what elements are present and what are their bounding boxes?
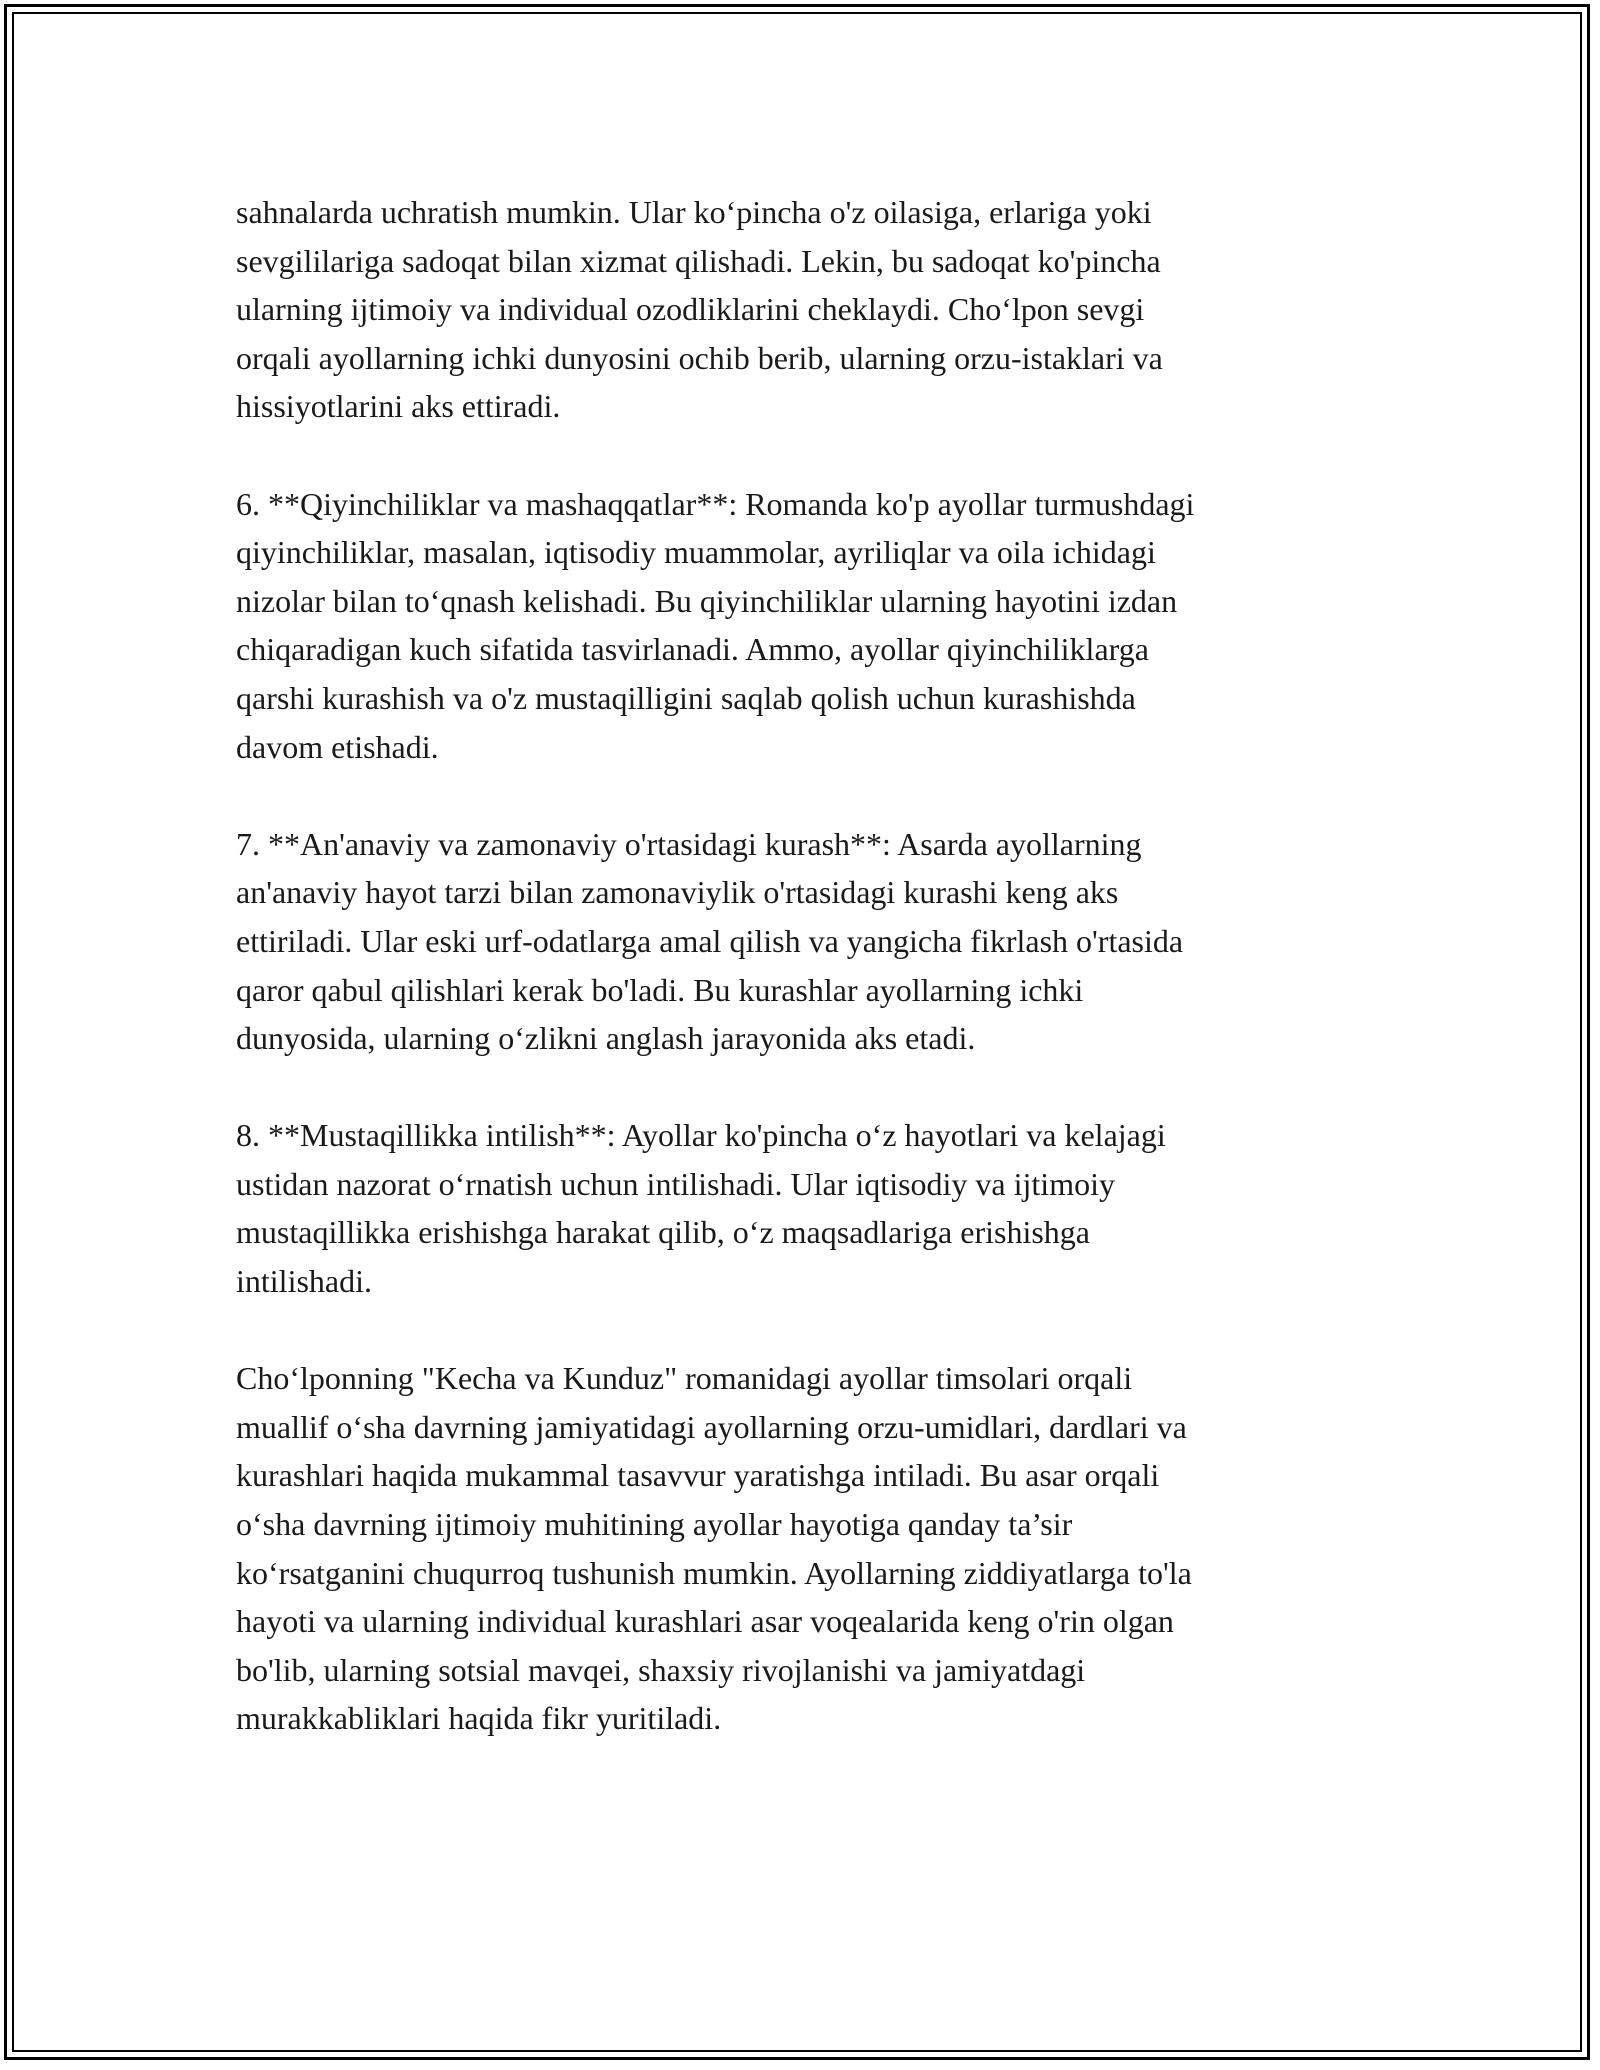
- paragraph-intro-continuation: sahnalarda uchratish mumkin. Ular ko‘pincha o'z oilasiga, erlariga yoki sevgililariga sadoqat bilan xizmat qilishadi. Lekin, bu sadoqat ko'pincha ularning ijtimoiy va individual ozodliklarini cheklaydi. Cho‘lpon sevgi orqali ayollarning ichki dunyosini ochib berib, ularning orzu-istaklari va hissiyotlarini aks ettiradi.: [236, 194, 1163, 425]
- paragraph-item-6: 6. **Qiyinchiliklar va mashaqqatlar**: Romanda ko'p ayollar turmushdagi qiyinchiliklar, masalan, iqtisodiy muammolar, ayriliqlar va oila ichidagi nizolar bilan to‘qnash kelishadi. Bu qiyinchiliklar ularning hayotini izdan chiqaradigan kuch sifatida tasvirlanadi. Ammo, ayollar qiyinchiliklarga qarshi kurashish va o'z mustaqilligini saqlab qolish uchun kurashishda davom etishadi.: [236, 485, 1195, 765]
- paragraph-conclusion: Cho‘lponning "Kecha va Kunduz" romanidagi ayollar timsolari orqali muallif o‘sha davrning jamiyatidagi ayollarning orzu-umidlari, dardlari va kurashlari haqida mukammal tasavvur yaratishga intiladi. Bu asar orqali o‘sha davrning ijtimoiy muhitining ayollar hayotiga qanday ta’sir ko‘rsatganini chuqurroq tushunish mumkin. Ayollarning ziddiyatlarga to'la hayoti va ularning individual kurashlari asar voqealarida keng o'rin olgan bo'lib, ularning sotsial mavqei, shaxsiy rivojlanishi va jamiyatdagi murakkabliklari haqida fikr yuritiladi.: [236, 1360, 1192, 1737]
- paragraph-item-8: 8. **Mustaqillikka intilish**: Ayollar ko'pincha o‘z hayotlari va kelajagi ustidan nazorat o‘rnatish uchun intilishadi. Ular iqtisodiy va ijtimoiy mustaqillikka erishishga harakat qilib, o‘z maqsadlariga erishishga intilishadi.: [236, 1117, 1166, 1300]
- document-body: [236, 188, 1366, 1743]
- paragraph-item-7: 7. **An'anaviy va zamonaviy o'rtasidagi kurash**: Asarda ayollarning an'anaviy hayot tarzi bilan zamonaviylik o'rtasidagi kurashi keng aks ettiriladi. Ular eski urf-odatlarga amal qilish va yangicha fikrlash o'rtasida qaror qabul qilishlari kerak bo'ladi. Bu kurashlar ayollarning ichki dunyosida, ularning o‘zlikni anglash jarayonida aks etadi.: [236, 825, 1184, 1057]
